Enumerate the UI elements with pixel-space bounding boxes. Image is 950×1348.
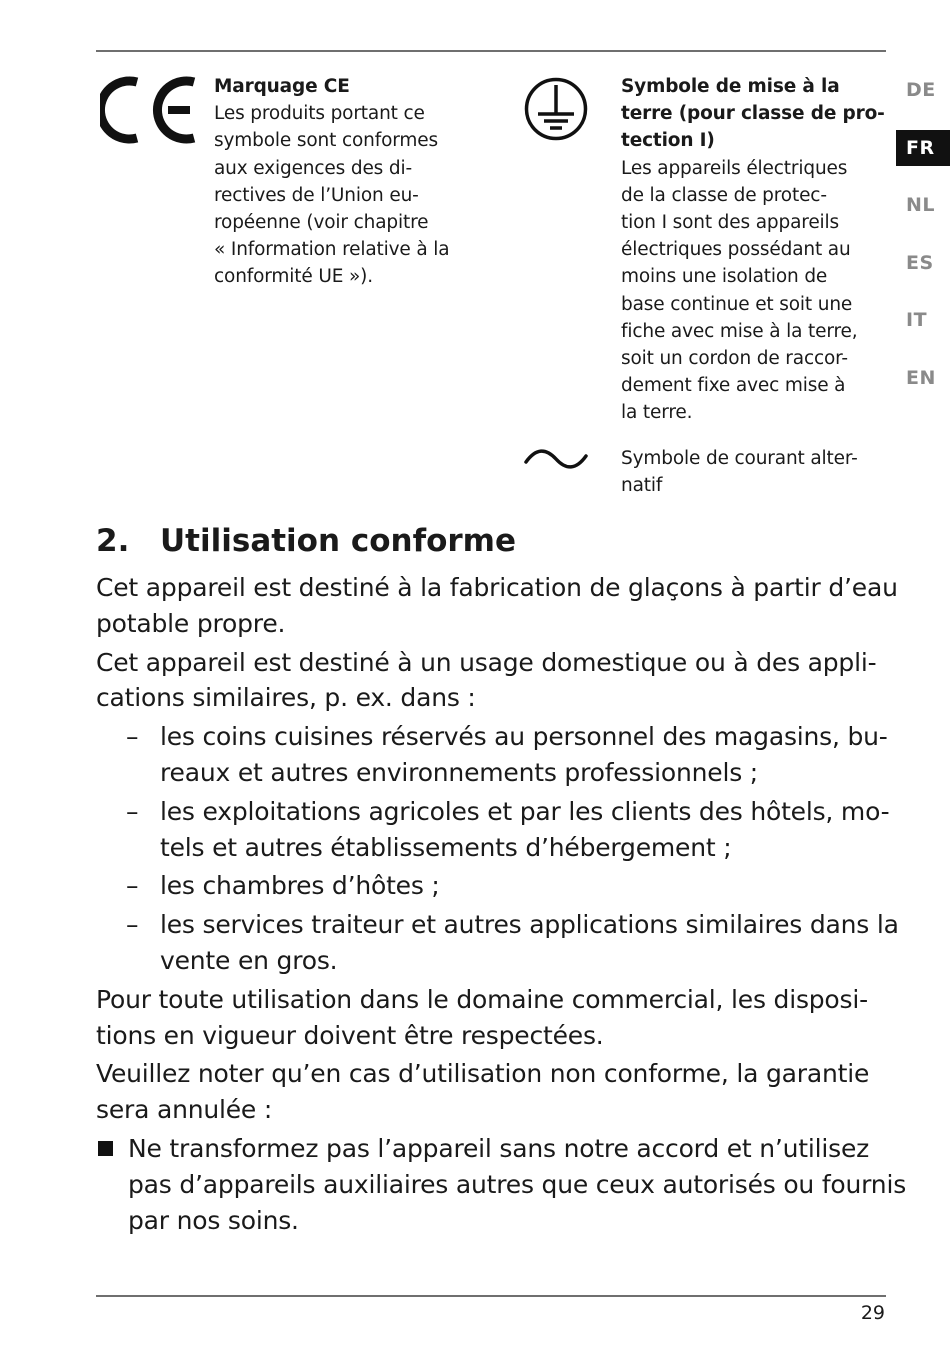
text-line: fiche avec mise à la terre, bbox=[621, 320, 858, 342]
text-line: la terre. bbox=[621, 402, 693, 424]
paragraph bbox=[96, 982, 896, 1054]
earth-description bbox=[621, 73, 885, 427]
text-line: vente en gros. bbox=[160, 945, 338, 975]
ce-mark-title: Marquage CE bbox=[214, 76, 350, 97]
dash-marker: – bbox=[126, 796, 139, 826]
text-line: base continue et soit une bbox=[621, 293, 853, 315]
ce-mark-icon bbox=[100, 76, 198, 144]
text-line: aux exigences des di- bbox=[214, 157, 413, 179]
bullet-item bbox=[96, 1131, 907, 1238]
tab-it[interactable]: IT bbox=[906, 309, 928, 331]
text-line: potable propre. bbox=[96, 608, 286, 638]
text-line: sera annulée : bbox=[96, 1095, 273, 1125]
square-bullet-icon bbox=[98, 1141, 113, 1156]
ce-mark-description bbox=[214, 73, 449, 291]
text-line: Les produits portant ce bbox=[214, 103, 425, 125]
text-line: symbole sont conformes bbox=[214, 130, 438, 152]
protective-earth-icon bbox=[523, 76, 589, 142]
text-line: Cet appareil est destiné à un usage domestique ou à des appli- bbox=[96, 647, 877, 677]
tab-nl[interactable]: NL bbox=[906, 194, 936, 216]
earth-title-line: terre (pour classe de pro- bbox=[621, 103, 885, 125]
list-item bbox=[96, 868, 896, 904]
text-line: Cet appareil est destiné à la fabrication de glaçons à partir d’eau bbox=[96, 573, 898, 602]
text-line: reaux et autres environnements professionnels ; bbox=[160, 757, 758, 787]
alternating-current-icon bbox=[524, 446, 588, 472]
dash-marker: – bbox=[126, 871, 139, 901]
list-item bbox=[96, 719, 896, 791]
section-number: 2. bbox=[96, 523, 130, 559]
earth-title-line: tection I) bbox=[621, 130, 715, 152]
text-line: de la classe de protec- bbox=[621, 184, 827, 206]
tab-fr[interactable]: FR bbox=[896, 130, 950, 166]
text-line: rectives de l’Union eu- bbox=[214, 184, 419, 206]
paragraph bbox=[96, 1056, 896, 1128]
text-line: les exploitations agricoles et par les clients des hôtels, mo- bbox=[160, 796, 890, 826]
list-item bbox=[96, 907, 899, 979]
text-line: cations similaires, p. ex. dans : bbox=[96, 683, 476, 713]
paragraph bbox=[96, 570, 896, 642]
text-line: Symbole de courant alter- bbox=[621, 448, 858, 469]
text-line: soit un cordon de raccor- bbox=[621, 348, 848, 370]
earth-title-line: Symbole de mise à la bbox=[621, 76, 840, 97]
text-line: dement fixe avec mise à bbox=[621, 375, 846, 397]
ac-description bbox=[621, 445, 858, 499]
text-line: par nos soins. bbox=[128, 1205, 299, 1235]
section-body bbox=[96, 570, 907, 1241]
text-line: les coins cuisines réservés au personnel des magasins, bu- bbox=[160, 722, 888, 752]
list-item bbox=[96, 794, 896, 866]
text-line: natif bbox=[621, 475, 663, 497]
page-number: 29 bbox=[860, 1302, 885, 1324]
section-heading bbox=[96, 518, 516, 564]
bottom-rule bbox=[96, 1295, 886, 1297]
top-rule bbox=[96, 50, 886, 52]
text-line: tels et autres établissements d’hébergement ; bbox=[160, 832, 732, 862]
text-line: Ne transformez pas l’appareil sans notre accord et n’utilisez bbox=[128, 1133, 870, 1163]
text-line: électriques possédant au bbox=[621, 239, 851, 261]
text-line: pas d’appareils auxiliaires autres que ceux autorisés ou fournis bbox=[128, 1169, 907, 1199]
text-line: Pour toute utilisation dans le domaine commercial, les disposi- bbox=[96, 984, 868, 1014]
paragraph bbox=[96, 645, 896, 717]
tab-de[interactable]: DE bbox=[906, 79, 936, 101]
text-line: moins une isolation de bbox=[621, 266, 828, 288]
text-line: les chambres d’hôtes ; bbox=[160, 871, 440, 901]
tab-en[interactable]: EN bbox=[906, 366, 936, 389]
text-line: Les appareils électriques bbox=[621, 157, 848, 179]
text-line: tions en vigueur doivent être respectées. bbox=[96, 1020, 604, 1050]
language-tabs bbox=[896, 72, 950, 417]
text-line: « Information relative à la bbox=[214, 239, 450, 261]
dash-marker: – bbox=[126, 910, 139, 940]
section-title: Utilisation conforme bbox=[160, 523, 516, 559]
tab-es[interactable]: ES bbox=[906, 251, 934, 274]
text-line: ropéenne (voir chapitre bbox=[214, 212, 429, 234]
dash-marker: – bbox=[126, 722, 139, 752]
text-line: les services traiteur et autres applications similaires dans la bbox=[160, 910, 899, 940]
text-line: Veuillez noter qu’en cas d’utilisation non conforme, la garantie bbox=[96, 1059, 870, 1089]
text-line: conformité UE »). bbox=[214, 266, 373, 288]
text-line: tion I sont des appareils bbox=[621, 212, 840, 234]
